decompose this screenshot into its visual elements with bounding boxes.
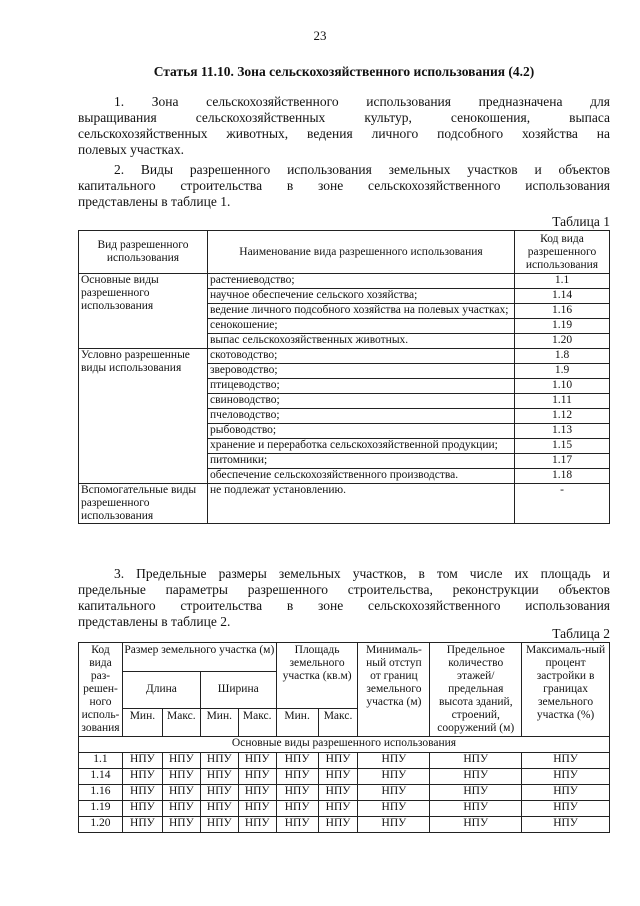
table-1-use-code: 1.15 xyxy=(515,439,610,454)
table-1-use-code: 1.1 xyxy=(515,274,610,289)
table-1-use-name: пчеловодство; xyxy=(208,409,515,424)
table-1-use-name: научное обеспечение сельского хозяйства; xyxy=(208,289,515,304)
table-1-group-type: Основные виды разрешенного использования xyxy=(79,274,208,349)
table-2-cell: НПУ xyxy=(430,801,522,817)
table-1-use-code: 1.10 xyxy=(515,379,610,394)
paragraph-line: представлены в таблице 1. xyxy=(78,194,231,209)
table-2-cell: НПУ xyxy=(318,753,358,769)
table-2-section: Основные виды разрешенного использования xyxy=(79,737,610,753)
table-1-use-name: ведение личного подсобного хозяйства на полевых участках; xyxy=(208,304,515,319)
table-1-use-name: не подлежат установлению. xyxy=(208,484,515,524)
table-2-header-code: Код вида раз-решен-ного исполь-зования xyxy=(79,643,123,737)
table-2-row xyxy=(79,817,610,833)
table-1-use-code: 1.11 xyxy=(515,394,610,409)
table-1-use-code: 1.12 xyxy=(515,409,610,424)
table-2-code: 1.20 xyxy=(79,817,123,833)
table-2-header-width: Ширина xyxy=(200,671,276,708)
table-1-group-type: Вспомогательные виды разрешенного использования xyxy=(79,484,208,524)
table-2-caption: Таблица 2 xyxy=(552,626,610,641)
table-2-cell: НПУ xyxy=(318,769,358,785)
table-2-cell: НПУ xyxy=(358,769,430,785)
table-2-cell: НПУ xyxy=(200,801,238,817)
table-1-use-name: птицеводство; xyxy=(208,379,515,394)
table-2-header-length-max: Макс. xyxy=(162,708,200,737)
table-2-cell: НПУ xyxy=(200,817,238,833)
paragraph-1 xyxy=(78,94,610,158)
table-2-header-setback: Минималь-ный отступ от границ земельного участка (м) xyxy=(358,643,430,737)
table-1-use-code: 1.18 xyxy=(515,469,610,484)
table-1-row xyxy=(79,484,610,524)
table-1-use-name: звероводство; xyxy=(208,364,515,379)
table-2-cell: НПУ xyxy=(122,785,162,801)
table-2-cell: НПУ xyxy=(238,769,276,785)
table-2-header-area-max: Макс. xyxy=(318,708,358,737)
table-2-cell: НПУ xyxy=(122,817,162,833)
table-2-row xyxy=(79,785,610,801)
table-2-cell: НПУ xyxy=(162,801,200,817)
table-2-header-percent: Максималь-ный процент застройки в границах земельного участка (%) xyxy=(522,643,610,737)
table-1-group-type: Условно разрешенные виды использования xyxy=(79,349,208,484)
table-2-cell: НПУ xyxy=(238,785,276,801)
table-2-cell: НПУ xyxy=(122,801,162,817)
table-2-cell: НПУ xyxy=(162,817,200,833)
paragraph-line: полевых участках. xyxy=(78,142,184,157)
table-2-cell: НПУ xyxy=(522,785,610,801)
table-2-cell: НПУ xyxy=(238,753,276,769)
table-2-cell: НПУ xyxy=(358,801,430,817)
table-2-cell: НПУ xyxy=(162,785,200,801)
table-1-use-code: 1.14 xyxy=(515,289,610,304)
table-1-use-code: 1.8 xyxy=(515,349,610,364)
table-1-header-type: Вид разрешенного использования xyxy=(79,231,208,274)
table-2-code: 1.16 xyxy=(79,785,123,801)
paragraph-3 xyxy=(78,566,610,630)
table-2-header-width-min: Мин. xyxy=(200,708,238,737)
table-2-cell: НПУ xyxy=(122,753,162,769)
table-1-use-name: сенокошение; xyxy=(208,319,515,334)
table-1-use-name: скотоводство; xyxy=(208,349,515,364)
table-2-cell: НПУ xyxy=(522,753,610,769)
table-2-cell: НПУ xyxy=(162,769,200,785)
table-2-code: 1.19 xyxy=(79,801,123,817)
table-2-cell: НПУ xyxy=(276,769,318,785)
table-1-use-name: выпас сельскохозяйственных животных. xyxy=(208,334,515,349)
table-2-code: 1.1 xyxy=(79,753,123,769)
table-1-use-code: - xyxy=(515,484,610,524)
table-2-cell: НПУ xyxy=(276,785,318,801)
paragraph-line: 3. Предельные размеры земельных участков, в том числе их площадь и xyxy=(114,566,610,581)
table-2-cell: НПУ xyxy=(162,753,200,769)
table-1-use-code: 1.17 xyxy=(515,454,610,469)
table-1-use-code: 1.16 xyxy=(515,304,610,319)
table-2-header-area-min: Мин. xyxy=(276,708,318,737)
table-1-header-name: Наименование вида разрешенного использования xyxy=(208,231,515,274)
paragraph-line: капитального строительства в зоне сельскохозяйственного использования xyxy=(78,598,610,613)
paragraph-line: сельскохозяйственных животных, ведения личного подсобного хозяйства на xyxy=(78,126,610,141)
table-2-cell: НПУ xyxy=(522,801,610,817)
table-2-cell: НПУ xyxy=(276,817,318,833)
table-2-cell: НПУ xyxy=(522,769,610,785)
table-2-cell: НПУ xyxy=(358,753,430,769)
table-2-code: 1.14 xyxy=(79,769,123,785)
table-1-row xyxy=(79,274,610,289)
paragraph-2 xyxy=(78,162,610,210)
table-2-cell: НПУ xyxy=(276,801,318,817)
table-1-use-name: свиноводство; xyxy=(208,394,515,409)
table-2-cell: НПУ xyxy=(200,785,238,801)
table-2-cell: НПУ xyxy=(122,769,162,785)
table-2-header-width-max: Макс. xyxy=(238,708,276,737)
table-2-cell: НПУ xyxy=(522,817,610,833)
table-2-cell: НПУ xyxy=(318,817,358,833)
table-2-header-length: Длина xyxy=(122,671,200,708)
table-1-header-code: Код вида разрешенного использования xyxy=(515,231,610,274)
table-2-cell: НПУ xyxy=(430,769,522,785)
table-1-use-code: 1.19 xyxy=(515,319,610,334)
paragraph-line: капитального строительства в зоне сельскохозяйственного использования xyxy=(78,178,610,193)
table-2-cell: НПУ xyxy=(430,785,522,801)
table-1-caption: Таблица 1 xyxy=(552,214,610,229)
table-1-use-name: обеспечение сельскохозяйственного производства. xyxy=(208,469,515,484)
table-2-row xyxy=(79,769,610,785)
table-1-use-name: растениеводство; xyxy=(208,274,515,289)
table-2-cell: НПУ xyxy=(200,753,238,769)
table-2-cell: НПУ xyxy=(200,769,238,785)
paragraph-line: выращивания сельскохозяйственных культур, сенокошения, выпаса xyxy=(78,110,610,125)
table-2-header-length-min: Мин. xyxy=(122,708,162,737)
table-2-cell: НПУ xyxy=(430,817,522,833)
table-2-cell: НПУ xyxy=(358,817,430,833)
paragraph-line: предельные параметры разрешенного строительства, реконструкции объектов xyxy=(78,582,610,597)
page-number: 23 xyxy=(313,28,327,43)
table-2-row xyxy=(79,753,610,769)
table-2-header-size: Размер земельного участка (м) xyxy=(122,643,276,672)
table-2-cell: НПУ xyxy=(430,753,522,769)
table-1-use-code: 1.20 xyxy=(515,334,610,349)
paragraph-line: 2. Виды разрешенного использования земельных участков и объектов xyxy=(114,162,610,177)
table-2-cell: НПУ xyxy=(318,785,358,801)
table-2-header-area: Площадь земельного участка (кв.м) xyxy=(276,643,358,709)
table-2-cell: НПУ xyxy=(276,753,318,769)
table-1-use-name: рыбоводство; xyxy=(208,424,515,439)
table-1-use-name: хранение и переработка сельскохозяйственной продукции; xyxy=(208,439,515,454)
table-1 xyxy=(78,230,610,524)
table-1-use-name: питомники; xyxy=(208,454,515,469)
table-2 xyxy=(78,642,610,833)
table-2-cell: НПУ xyxy=(238,801,276,817)
table-1-row xyxy=(79,349,610,364)
table-2-cell: НПУ xyxy=(358,785,430,801)
table-1-use-code: 1.13 xyxy=(515,424,610,439)
paragraph-line: представлены в таблице 2. xyxy=(78,614,231,629)
table-2-cell: НПУ xyxy=(238,817,276,833)
table-2-cell: НПУ xyxy=(318,801,358,817)
table-2-row xyxy=(79,801,610,817)
table-2-header-height: Предельное количество этажей/ предельная высота зданий, строений, сооружений (м) xyxy=(430,643,522,737)
paragraph-line: 1. Зона сельскохозяйственного использования предназначена для xyxy=(114,94,610,109)
article-title: Статья 11.10. Зона сельскохозяйственного использования (4.2) xyxy=(153,64,535,79)
table-1-use-code: 1.9 xyxy=(515,364,610,379)
